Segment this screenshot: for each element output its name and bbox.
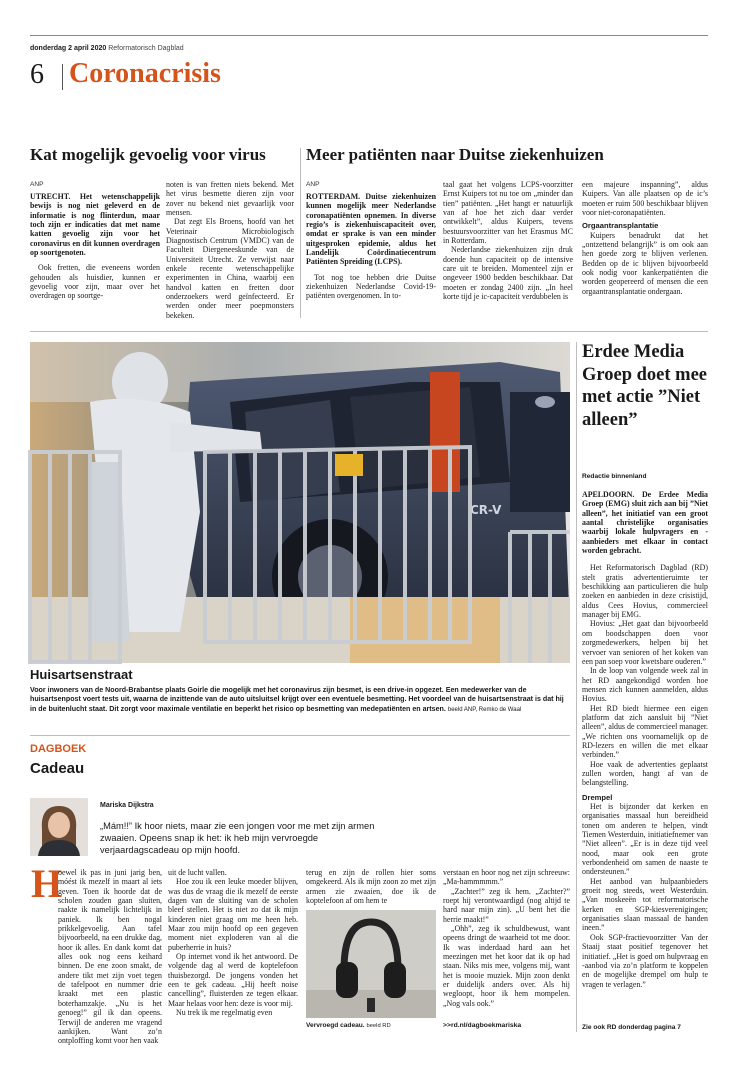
- article-cat-source: ANP: [30, 181, 44, 188]
- article-erdee-footer: Zie ook RD donderdag pagina 7: [582, 1024, 681, 1031]
- dagboek-para: uit de lucht vallen.: [168, 868, 227, 877]
- dagboek-intro: „Mám!!” Ik hoor niets, maar zie een jongen voor me met zijn armen zwaaien. Opeens snap ik het: ik heb mijn vervroegde verjaardagscadeau op mijn hoofd.: [100, 821, 375, 855]
- dagboek-para: oewel ik pas in juni jarig ben, móést ik mezelf in maart al iets geven. Toen ik hoorde dat de scholen zouden gaan sluiten, raakte ik namelijk lichtelijk in paniek. Ik ben nogal prikkelgevoelig. Aan tafel bijvoorbeeld, na een drukke dag, hoor ik alles. En dank komt dat alles ook nog eens keihard binnen. De ene zoon smakt, de andere tikt met zijn voet tegen de tafelpoot en nummer drie kraakt met een plastic boterhamzakje. „Nu is het genoeg!” gil ik dan opeens. Terwijl de anderen me vragend aankijken. Want zo’n ontploffing komt voor hen vaak: [58, 868, 162, 1046]
- article-erdee-para: Hoe vaak de advertenties geplaatst zullen worden, hangt af van de belangstelling.: [582, 759, 708, 788]
- article-erdee-body: [582, 490, 708, 1022]
- article-ic-headline: Meer patiënten naar Duitse ziekenhuizen: [306, 145, 604, 164]
- header-paper: Reformatorisch Dagblad: [108, 45, 184, 52]
- article-ic-subhead: Orgaantransplantatie: [582, 221, 659, 231]
- dagboek-col2: [168, 868, 298, 1032]
- article-ic-para: een majeure inspanning”, aldus Kuipers. Van alle plaatsen op de ic’s moeten er ruim 500 beschikbaar blijven voor niet-coronapatiënten.: [582, 180, 708, 218]
- dagboek-title: Cadeau: [30, 760, 85, 777]
- dagboek-kicker: DAGBOEK: [30, 743, 87, 755]
- article-erdee-para: Het Reformatorisch Dagblad (RD) stelt gratis advertentieruimte ter beschikking aan particulieren die hulp zoeken en aanbieden in deze crisistijd, aldus Cees Hovius, commercieel manager bij EMG.: [582, 563, 708, 620]
- article-ic-para: Tot nog toe hebben drie Duitse ziekenhuizen Nederlandse Covid-19-patiënten overgenomen. In to-: [306, 272, 436, 301]
- photo-credit: beeld ANP, Remko de Waal: [447, 706, 522, 713]
- article-erdee-subhead: Drempel: [582, 792, 613, 802]
- article-erdee-byline: Redactie binnenland: [582, 473, 647, 480]
- article-erdee-para: Ook SGP-fractievoorzitter Van der Staaij staat positief tegenover het initiatief. „Het is goed om hulpvraag en -aanbod via zo’n platform te koppelen en de mogelijke drempel om hulp te vragen te verlagen.”: [582, 932, 708, 989]
- section-rule: [30, 331, 708, 332]
- article-ic-para: taal gaat het volgens LCPS-voorzitter Ernst Kuipers tot nu toe om „minder dan tien” patiënten. „Het hangt er natuurlijk van af hoe het zich daar verder ontwikkelt”, aldus Kuipers, tevens bestuursvoorzitter van het Erasmus MC in Rotterdam.: [443, 180, 573, 246]
- article-cat-para: Dat zegt Els Broens, hoofd van het Veterinair Microbiologisch Diagnostisch Centrum (VMDC) van de Faculteit Diergeneeskunde van de Universiteit Utrecht. Ze verwijst naar enkele recente wetenschappelijke experimenten in China, waarbij een handvol katten en fretten door onderzoekers werd geïnfecteerd. Er werden onder meer poepmonsters bekeken.: [166, 217, 294, 320]
- dagboek-para: „Zachter!” zeg ik hem. „Zachter?” roept hij verontwaardigd (nog altijd te hard naar mijn zin). „U bent het die herrie maakt!”: [443, 886, 570, 924]
- photo-caption-text: Voor inwoners van de Noord-Brabantse plaats Goirle die mogelijk met het coronavirus zijn besmet, is een drive-in opgezet. Een medewerker van de huisartsenpost voert tests uit, waarna de inzittende van de auto uitsluitsel krijgt over een eventuele besmetting. Het voordeel van de huisartsenstraat is dat hij in de buitenlucht staat. Dit zorgt voor maximale ventilatie en beperkt het risico op besmetting van medepatiënten en artsen.: [30, 686, 564, 713]
- article-ic-para: Kuipers benadrukt dat het „ontzettend belangrijk” is om ook aan hen goede zorg te blijven verlenen. Bedden op de ic blijven bijvoorbeeld ook nodig voor kankerpatiënten die worden geopereerd of mensen die een orgaantransplantatie ondergaan.: [582, 230, 708, 296]
- article-cat-col1: [30, 192, 160, 320]
- photo-caption: [30, 686, 570, 715]
- photo-title: Huisartsenstraat: [30, 667, 133, 682]
- headphones-svg: [306, 910, 436, 1018]
- article-erdee-para: In de loop van volgende week zal in het RD aangekondigd worden hoe mensen zich kunnen aanmelden, aldus Hovius.: [582, 666, 708, 704]
- article-ic-col2: [443, 180, 573, 320]
- headphones-caption: [306, 1022, 391, 1029]
- dagboek-col3: [306, 868, 436, 906]
- dagboek-para: terug en zijn de rollen hier soms omgekeerd. Als ik mijn zoon zo met zijn armen zie zwaaien, doe ik de koptelefoon af om hem te: [306, 868, 436, 906]
- dagboek-col1: [30, 868, 162, 1046]
- header-dateline: [30, 45, 184, 52]
- dagboek-link[interactable]: >>rd.nl/dagboekmariska: [443, 1022, 522, 1029]
- article-erdee-para: Het RD biedt hiermee een eigen platform dat zich aansluit bij ”Niet alleen”, aldus de commercieel manager. „We richten ons voornamelijk op de RD-lezers en willen die met elkaar verbinden.”: [582, 703, 708, 760]
- article-cat-col2: [166, 180, 294, 320]
- dagboek-para: Op internet vond ik het antwoord. De volgende dag al werd de koptelefoon thuisbezorgd. De jongens vonden het een te gek cadeau. „Hij heeft noise cancelling”, fluisterden ze tegen elkaar. Maar helaas voor hen: deze is voor mij.: [168, 952, 298, 1008]
- car-badge: CR-V: [470, 503, 502, 517]
- drive-in-photo-svg: [30, 342, 570, 663]
- dagboek-para: „Ohh”, zeg ik schuldbewust, want opeens dringt de waarheid tot me door. Ik was inderdaad hard aan het meezingen met het koor dat ik op had staan. Niks mis mee, volgens mij, want het is mooie muziek. Mijn zoon denkt er duidelijk anders over. Als hij wegloopt, hoor ik hem mompelen. „Nog vals ook.”: [443, 924, 570, 1008]
- author-avatar: [30, 798, 88, 856]
- headphones-photo: [306, 910, 436, 1018]
- article-ic-lead: ROTTERDAM. Duitse ziekenhuizen kunnen mogelijk meer Nederlandse coronapatiënten opnemen. In diverse regio’s is ziekenhuiscapaciteit over, omdat er sprake is van een minder uitgesproken epidemie, aldus het Landelijk Coördinatiecentrum Patiënten Spreiding (LCPS).: [306, 192, 436, 267]
- page-number: 6: [30, 59, 44, 90]
- article-erdee-lead: APELDOORN. De Erdee Media Groep (EMG) sluit zich aan bij ”Niet alleen”, het initiatief van een groot aantal christelijke organisaties waarbij lokale hulpvragers en -aanbieders met elkaar in contact worden gebracht.: [582, 490, 708, 556]
- section-rule: [30, 735, 570, 736]
- article-cat-para: noten is van fretten niets bekend. Met het virus besmette dieren zijn voor zover nu bekend niet gevaarlijk voor mensen.: [166, 180, 294, 218]
- article-erdee-para: Hovius: „Het gaat dan bijvoorbeeld om boodschappen doen voor zorgmedewerkers, helpen bij het vervoer van senioren of het koken van een pan soep voor kwetsbare ouderen.”: [582, 619, 708, 666]
- article-cat-lead: UTRECHT. Het wetenschappelijk bewijs is nog niet geleverd en de informatie is nog flinterdun, maar toch zijn er indicaties dat met name katten gevoelig zijn voor het coronavirus en dit kunnen overdragen op soortgenoten.: [30, 192, 160, 258]
- article-ic-col3: [582, 180, 708, 320]
- article-erdee-para: Het aanbod van hulpaanbieders groeit nog steeds, weet Westerduin. „Van moskeeën tot reformatorische kerken en SGP-kiesverenigingen; organisaties slaan massaal de handen ineen.”: [582, 876, 708, 933]
- column-divider: [576, 342, 577, 1032]
- article-ic-col1: [306, 192, 436, 320]
- column-divider: [300, 148, 301, 318]
- section-title: Coronacrisis: [69, 58, 221, 89]
- article-erdee-headline: Erdee Media Groep doet mee met actie ”Niet alleen”: [582, 342, 708, 430]
- dagboek-author: Mariska Dijkstra: [100, 802, 154, 809]
- dagboek-para: verstaan en hoor nog net zijn schreeuw: „Ma-hammmmm.”: [443, 868, 570, 887]
- author-avatar-svg: [30, 798, 88, 856]
- article-ic-para: Nederlandse ziekenhuizen zijn druk doende hun capaciteit op de intensive care uit te breiden. Momenteel zijn er ongeveer 1900 bedden beschikbaar. Dat moeten er zondag 2400 zijn. „In heel korte tijd je ic-capaciteit verdubbelen is: [443, 245, 573, 302]
- article-cat-headline: Kat mogelijk gevoelig voor virus: [30, 145, 266, 164]
- drive-in-photo: [30, 342, 570, 663]
- dagboek-para: Hoe zou ik een leuke moeder blijven, was dus de vraag die ik mezelf de eerste dagen van de sluiting van de scholen bleef stellen. Het is niet zo dat ik mijn kinderen niet graag om me heen heb. Maar zou mijn hoofd op een gegeven moment niet exploderen van al die puberherrie in huis?: [168, 877, 298, 952]
- dagboek-dropcap: H: [31, 861, 63, 906]
- article-erdee-para: Het is bijzonder dat kerken en organisaties massaal hun bereidheid tonen om anderen te helpen, vindt Tiemen Westerduin, initiatiefnemer van ”Niet alleen”. „Er is in deze tijd veel nood, maar ook een grote verbondenheid om samen de naaste te ondersteunen.”: [582, 802, 708, 877]
- headphones-credit: beeld RD: [366, 1023, 391, 1029]
- section-divider: [62, 64, 63, 90]
- dagboek-col4: [443, 868, 570, 1018]
- headphones-caption-text: Vervroegd cadeau.: [306, 1022, 365, 1029]
- header-date: donderdag 2 april 2020: [30, 45, 107, 52]
- article-cat-para: Ook fretten, die eveneens worden gehouden als huisdier, kunnen er gevoelig voor zijn, maar over het overdragen op soortge-: [30, 263, 160, 301]
- article-ic-source: ANP: [306, 181, 320, 188]
- dagboek-para: Nu trek ik me regelmatig even: [176, 1008, 273, 1018]
